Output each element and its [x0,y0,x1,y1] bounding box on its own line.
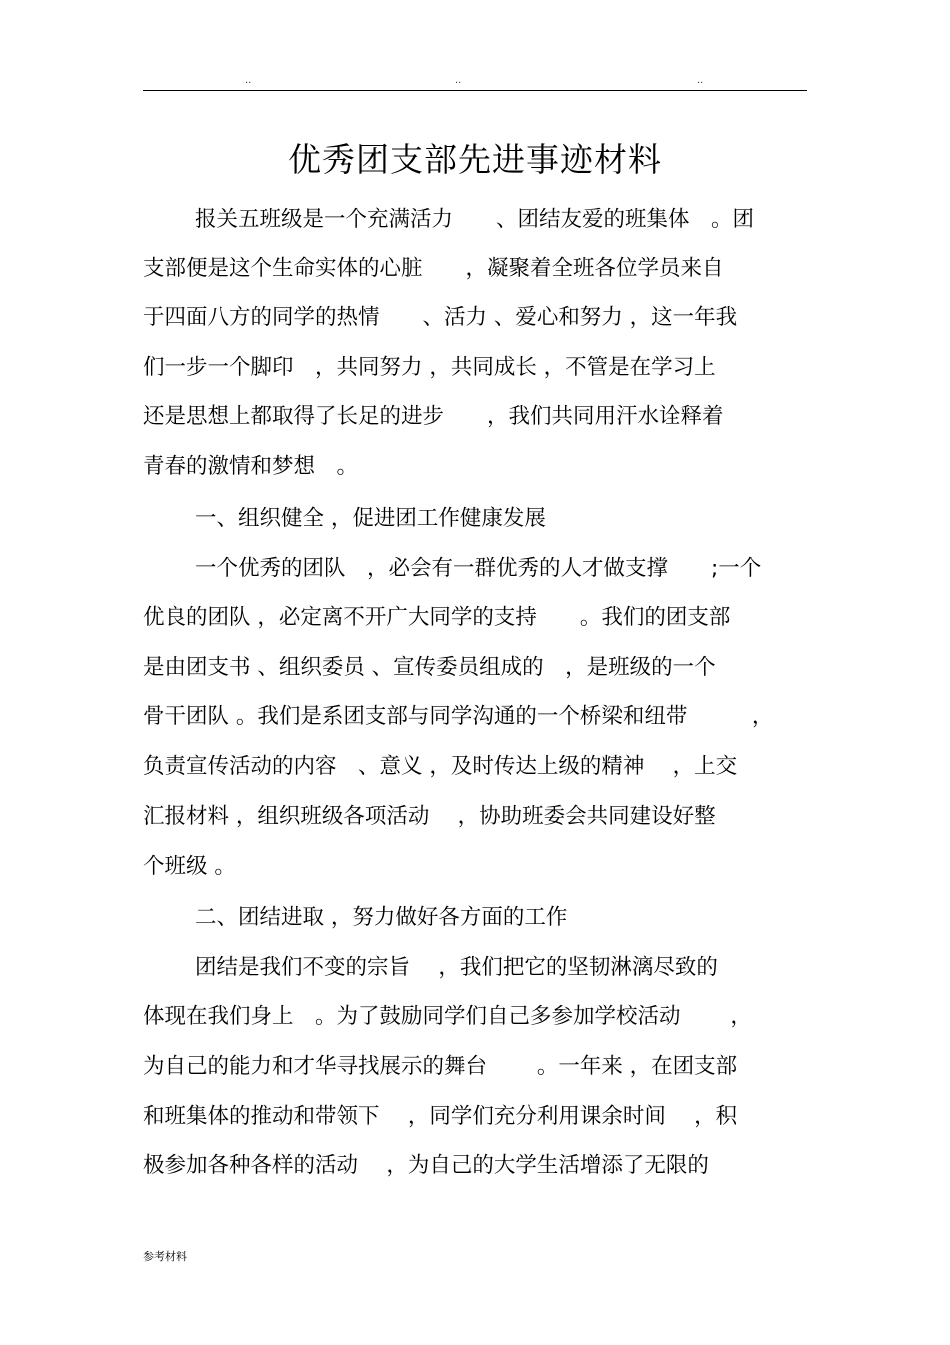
body-line: 优良的团队 ，必定离不开广大同学的支持 。我们的团支部 [143,605,731,630]
document-title: 优秀团支部先进事迹材料 [288,140,662,179]
section-heading: 二、团结进取 ，努力做好各方面的工作 [195,905,568,930]
body-line: 体现在我们身上 。为了鼓励同学们自己多参加学校活动 ， [143,1004,752,1029]
body-line: 极参加各种各样的活动 ，为自己的大学生活增添了无限的 [143,1153,709,1178]
body-line: 还是思想上都取得了长足的进步 ，我们共同用汗水诠释着 [143,404,724,429]
body-line: 青春的激情和梦想 。 [143,454,359,479]
body-line: 团结是我们不变的宗旨 ，我们把它的坚韧淋漓尽致的 [195,955,718,980]
body-line: 于四面八方的同学的热情 、活力 、爱心和努力 ，这一年我 [143,305,738,330]
header-rule [143,90,807,91]
header-mark-right: .. [697,75,704,86]
footer-label: 参考材料 [143,1250,187,1263]
body-line: 为自己的能力和才华寻找展示的舞台 。一年来 ，在团支部 [143,1054,738,1079]
body-line: 是由团支书 、组织委员 、宣传委员组成的 ，是班级的一个 [143,655,716,680]
body-line: 一个优秀的团队 ，必会有一群优秀的人才做支撑 ;一个 [195,556,762,581]
body-line: 负责宣传活动的内容 、意义 ，及时传达上级的精神 ，上交 [143,754,738,779]
body-line: 支部便是这个生命实体的心脏 ，凝聚着全班各位学员来自 [143,256,724,281]
body-line: 个班级 。 [143,854,236,879]
header-mark-center: .. [455,75,462,86]
section-heading: 一、组织健全 ，促进团工作健康发展 [195,506,546,531]
body-line: 和班集体的推动和带领下 ，同学们充分利用课余时间 ，积 [143,1104,738,1129]
body-line: 骨干团队 。我们是系团支部与同学沟通的一个桥梁和纽带 ， [143,704,774,729]
body-line: 报关五班级是一个充满活力 、团结友爱的班集体 。团 [195,207,755,232]
body-line: 汇报材料 ，组织班级各项活动 ，协助班委会共同建设好整 [143,804,716,829]
body-line: 们一步一个脚印 ，共同努力 ，共同成长 ，不管是在学习上 [143,355,716,380]
header-mark-left: .. [245,75,252,86]
